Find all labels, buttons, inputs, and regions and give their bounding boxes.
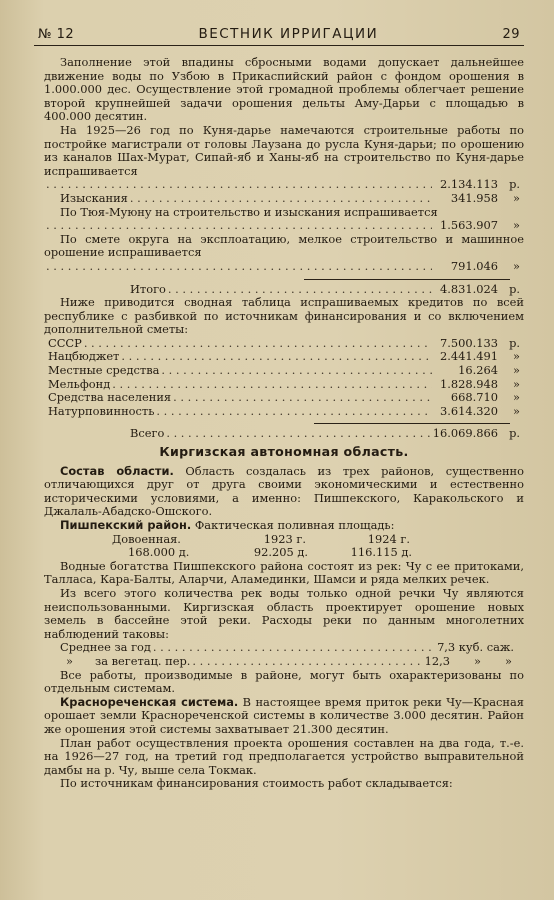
source-value: 3.614.320 [440,403,498,418]
table-row [44,337,524,351]
total-unit: р. [509,281,520,296]
paragraph-summary-table: Ниже приводится сводная таблица испрашиваемых кредитов по всей республике с разбивкой по источникам финансирования и со включением дополнительной сметы: [44,295,524,337]
page-number: 29 [502,27,520,42]
flow-vegetation-label: за вегетац. пер. [94,653,191,668]
survey-label: Изыскания [60,190,128,205]
source-unit: » [513,349,520,364]
sum-rule [304,279,510,280]
source-unit: » [513,403,520,418]
source-label: Средства населения [48,390,172,405]
leader-dots [156,405,432,419]
source-unit: » [513,376,520,391]
leader-dots [84,337,432,351]
flow-vegetation-unit2: » [505,653,512,668]
grand-total-value: 16.069.866 [432,426,498,441]
source-label: Местные средства [48,363,160,378]
paragraph-chu-river: Из всего этого количества рек воды только одной речки Чу являются неиспользованными. Киргизская область проектирует орошение новых земель в бассейне этой реки. Расходы реки по данным многолетних наблюдений таковы: [44,585,524,641]
paragraph-works: Все работы, производимые в районе, могут быть охарактеризованы по отдельным системам. [44,667,524,696]
journal-title: ВЕСТНИК ИРРИГАЦИИ [198,26,379,42]
composition-text: Область создалась из трех районов, существенно отличающихся друг от друга своими экономическими и естественно историческими условиями, а именно: Пишпекского, Каракольского и Джалаль-Абадско-Ошского. [44,463,524,519]
value-1924: 116.115 д. [350,545,412,560]
leader-dots [168,283,432,297]
survey-unit: » [513,190,520,205]
survey-value: 341.958 [450,190,498,205]
krasno-text: В настоящее время приток реки Чу—Красная орошает земли Краснореченской системы в количестве 3.000 десятин. Район же орошения этой системы захватывает 21.300 десятин. [44,694,524,736]
source-value: 668.710 [450,390,498,405]
kunya-unit: р. [509,177,520,192]
source-label: Натурповинность [48,403,155,418]
krasno-lead: Краснореченская система. [60,694,239,709]
header-prewar: Довоенная. [112,531,181,546]
table-row [44,391,524,405]
okrug-text: По смете округа на эксплоатацию, мелкое строительство и машинное орошение испрашивается [44,231,524,260]
source-label: СССР [48,335,82,350]
header-1924: 1924 г. [367,531,410,546]
irrigated-area-values [44,546,524,560]
value-1923: 92.205 д. [253,545,308,560]
total-row [44,283,524,297]
table-row [44,350,524,364]
leader-dots [161,364,432,378]
total-label: Итого [130,281,166,296]
leader-dots [166,427,430,441]
source-unit: » [513,390,520,405]
paragraph-water-resources: Водные богатства Пишпекского района состоят из рек: Чу с ее притоками, Талласа, Кара-Балты, Аларчи, Аламединки, Шамси и ряда мелких речек. [44,558,524,587]
paragraph-uzboy: Заполнение этой впадины сбросными водами допускает дальнейшее движение воды по Узбою в Прикаспийский район с фондом орошения в 1.000.000 дес. Осуществление этой громадной проблемы облегчает решение второй крупнейшей задачи орошения дельты Аму-Дарьи с площадью в 400.000 десятин. [44,55,524,124]
okrug-amount-row [44,260,524,274]
leader-dots [112,378,432,392]
sources-table [44,337,524,419]
source-label: Мельфонд [48,376,111,391]
issue-number: № 12 [38,27,75,42]
paragraph-financing: По источникам финансирования стоимость работ складывается: [60,776,453,791]
tyuya-text: По Тюя-Муюну на строительство и изыскания испрашивается [60,204,438,219]
flow-vegetation-unit1: » [474,653,482,668]
tyuya-value: 1.563.907 [440,218,498,233]
paragraph-tyuya-muyun [44,206,524,220]
leader-dots [173,391,432,405]
composition-lead: Состав области. [60,463,174,478]
sum-rule [314,423,510,424]
source-value: 16.264 [458,363,498,378]
running-header [34,26,524,46]
paragraph-work-plan: План работ осуществления проекта орошения составлен на два года, т.-е. на 1926—27 год, на третий год предполагается устройство выправительной дамбы на р. Чу, выше села Токмак. [44,735,524,777]
flow-average-value: 7,3 куб. саж. [437,640,514,655]
header-1923: 1923 г. [263,531,306,546]
flow-vegetation-prefix: » [66,653,73,668]
flow-vegetation-value: 12,3 [424,653,451,668]
kunya-amount-row [44,178,524,192]
table-row [44,405,524,419]
paragraph-krasnorechensk [44,696,524,737]
value-prewar: 168.000 д. [128,545,190,560]
total-value: 4.831.024 [440,281,498,296]
paragraph-kunya-darya [44,124,524,178]
grand-total-label: Всего [130,426,165,441]
table-row [44,378,524,392]
okrug-unit: » [513,258,520,273]
leader-dots [192,655,422,669]
paragraph-composition [44,465,524,519]
irrigated-area-headers [44,533,524,547]
tyuya-amount-row [44,219,524,233]
paragraph-pishpek [44,519,524,533]
leader-dots [153,641,435,655]
table-row [44,364,524,378]
paragraph-okrug-estimate [44,233,524,260]
source-unit: р. [509,335,520,350]
grand-total-unit: р. [509,426,520,441]
source-unit: » [513,363,520,378]
source-value: 7.500.133 [440,335,498,350]
leader-dots [46,178,432,192]
pishpek-lead: Пишпекский район. [60,518,192,532]
flow-average-label: Среднее за год [60,640,151,655]
pishpek-text: Фактическая поливная площадь: [191,518,395,532]
tyuya-unit: » [513,218,520,233]
kunya-text: На 1925—26 год по Куня-дарье намечаются строительные работы по постройке магистрали от головы Лаузана до русла Куня-дарьи; по орошению из каналов Шах-Мурат, Сипай-яб и Ханы-яб на строительство по Куня-дарье испрашивается [44,122,524,178]
grand-total-row [44,427,524,441]
survey-row [44,192,524,206]
flow-vegetation-row [44,655,524,669]
flow-average-row [44,641,524,655]
source-value: 2.441.491 [440,349,498,364]
section-title-kirghiz: Киргизская автономная область. [159,444,409,460]
okrug-value: 791.046 [450,258,498,273]
leader-dots [46,219,432,233]
source-label: Нацбюджет [48,349,120,364]
kunya-value: 2.134.113 [440,177,498,192]
source-value: 1.828.948 [440,376,498,391]
leader-dots [121,350,432,364]
page-content [34,56,524,791]
leader-dots [46,260,432,274]
leader-dots [130,192,432,206]
